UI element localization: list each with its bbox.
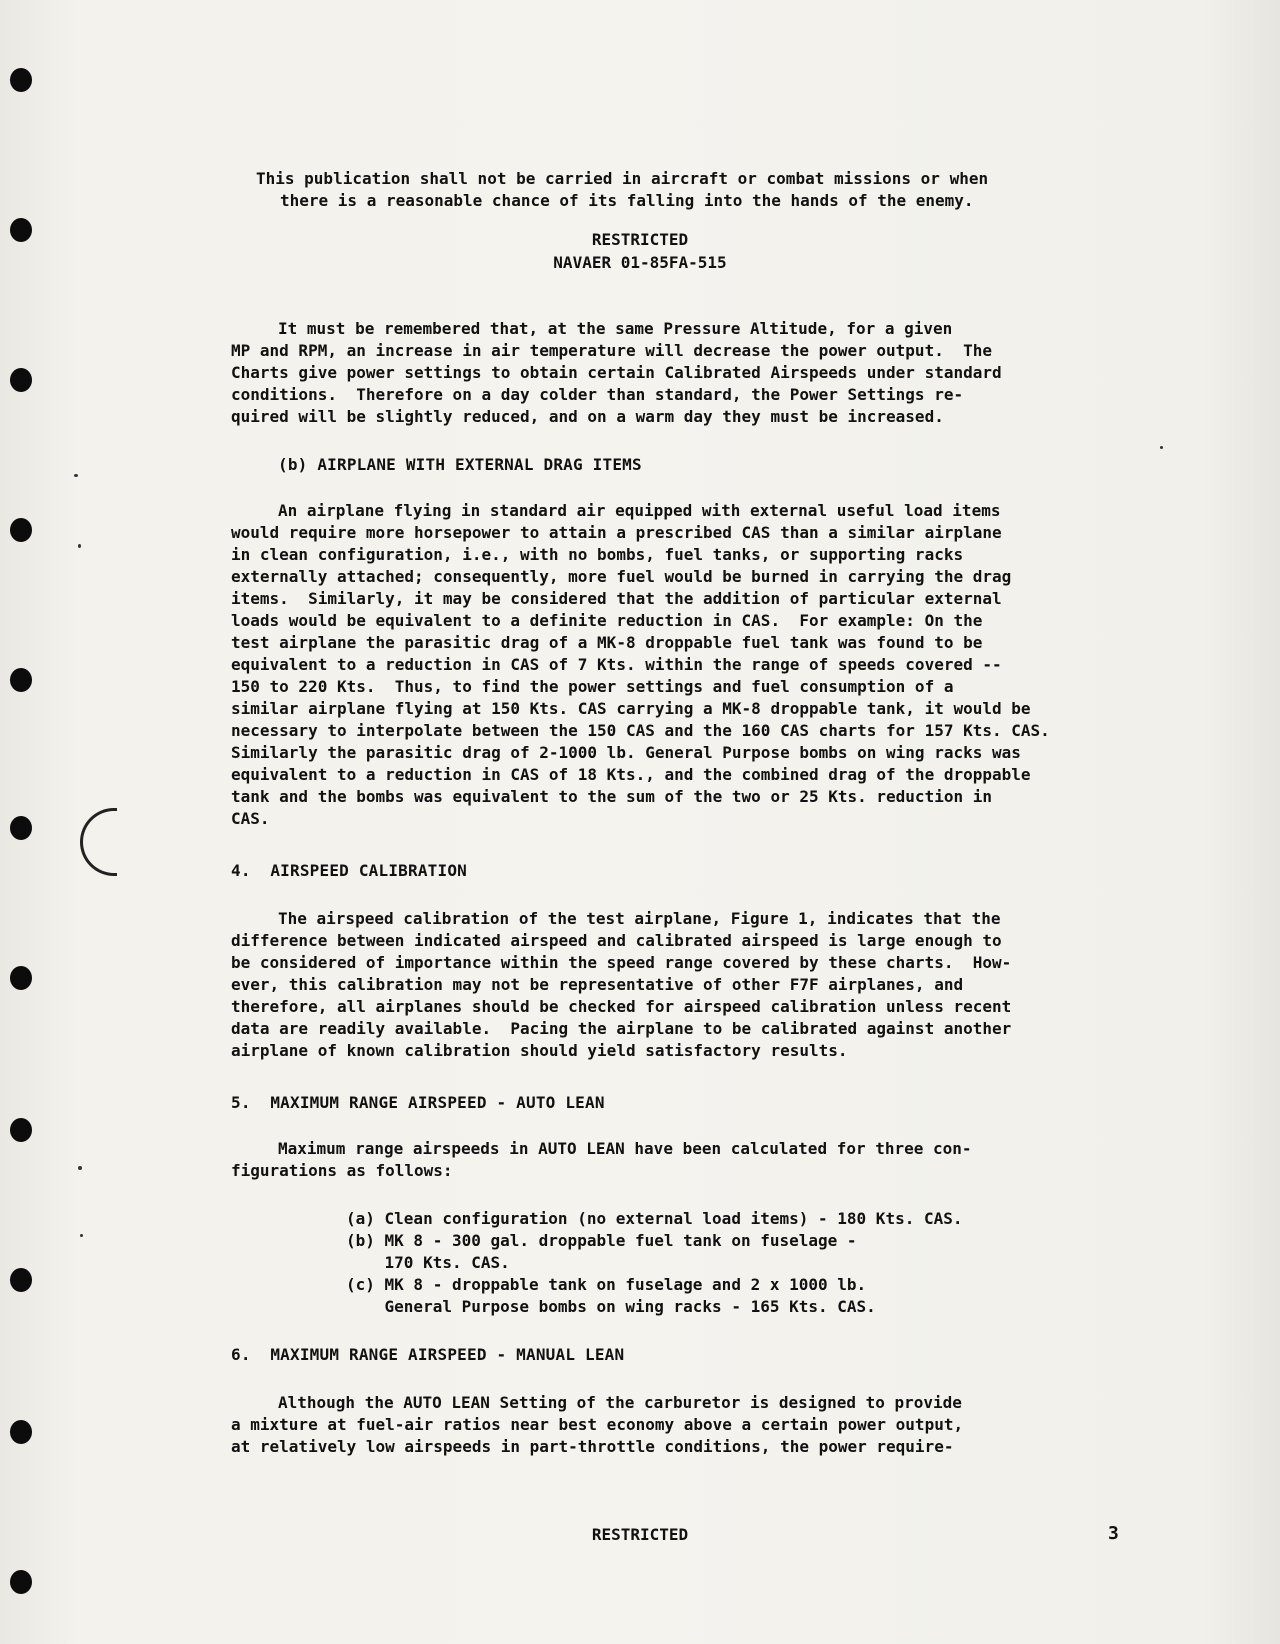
section-5-item: (a) Clean configuration (no external load items) - 180 Kts. CAS. bbox=[346, 1209, 963, 1228]
section-b-line: items. Similarly, it may be considered that the addition of particular external bbox=[231, 589, 1002, 608]
section-b-line: in clean configuration, i.e., with no bombs, fuel tanks, or supporting racks bbox=[231, 545, 964, 564]
section-6-line: Although the AUTO LEAN Setting of the carburetor is designed to provide bbox=[278, 1393, 962, 1412]
section-5-item: (b) MK 8 - 300 gal. droppable fuel tank on fuselage - bbox=[346, 1231, 857, 1250]
punch-hole bbox=[10, 368, 32, 392]
intro-line: Charts give power settings to obtain certain Calibrated Airspeeds under standard bbox=[231, 363, 1002, 382]
speck bbox=[1160, 446, 1163, 449]
punch-hole bbox=[10, 518, 32, 542]
section-b-line: equivalent to a reduction in CAS of 7 Kts. within the range of speeds covered -- bbox=[231, 655, 1002, 674]
section-b-line: similar airplane flying at 150 Kts. CAS carrying a MK-8 droppable tank, it would be bbox=[231, 699, 1031, 718]
intro-line: MP and RPM, an increase in air temperature will decrease the power output. The bbox=[231, 341, 992, 360]
punch-hole bbox=[10, 668, 32, 692]
speck bbox=[78, 1166, 82, 1170]
section-4-heading: 4. AIRSPEED CALIBRATION bbox=[231, 861, 467, 880]
section-b-line: equivalent to a reduction in CAS of 18 Kts., and the combined drag of the droppable bbox=[231, 765, 1031, 784]
paper-clip-mark bbox=[80, 808, 117, 876]
punch-hole bbox=[10, 966, 32, 990]
speck bbox=[74, 474, 78, 477]
section-5-item: General Purpose bombs on wing racks - 165 Kts. CAS. bbox=[346, 1297, 876, 1316]
section-4-line: data are readily available. Pacing the airplane to be calibrated against another bbox=[231, 1019, 1012, 1038]
section-b-line: would require more horsepower to attain a prescribed CAS than a similar airplane bbox=[231, 523, 1002, 542]
section-6-line: a mixture at fuel-air ratios near best economy above a certain power output, bbox=[231, 1415, 964, 1434]
section-b-line: 150 to 220 Kts. Thus, to find the power settings and fuel consumption of a bbox=[231, 677, 954, 696]
section-b-line: test airplane the parasitic drag of a MK-8 droppable fuel tank was found to be bbox=[231, 633, 983, 652]
header-doc-number: NAVAER 01-85FA-515 bbox=[553, 253, 727, 272]
section-5-item: 170 Kts. CAS. bbox=[346, 1253, 510, 1272]
intro-line: quired will be slightly reduced, and on a warm day they must be increased. bbox=[231, 407, 944, 426]
section-4-line: difference between indicated airspeed and calibrated airspeed is large enough to bbox=[231, 931, 1002, 950]
punch-hole bbox=[10, 816, 32, 840]
punch-hole bbox=[10, 1570, 32, 1594]
punch-hole bbox=[10, 1118, 32, 1142]
section-b-line: CAS. bbox=[231, 809, 270, 828]
intro-line: It must be remembered that, at the same Pressure Altitude, for a given bbox=[278, 319, 953, 338]
section-5-heading: 5. MAXIMUM RANGE AIRSPEED - AUTO LEAN bbox=[231, 1093, 605, 1112]
section-5-line: figurations as follows: bbox=[231, 1161, 453, 1180]
section-b-heading: (b) AIRPLANE WITH EXTERNAL DRAG ITEMS bbox=[278, 455, 642, 474]
notice-line-2: there is a reasonable chance of its falling into the hands of the enemy. bbox=[280, 191, 974, 210]
section-5-item: (c) MK 8 - droppable tank on fuselage and 2 x 1000 lb. bbox=[346, 1275, 867, 1294]
section-5-line: Maximum range airspeeds in AUTO LEAN have been calculated for three con- bbox=[278, 1139, 972, 1158]
section-b-line: Similarly the parasitic drag of 2-1000 lb. General Purpose bombs on wing racks was bbox=[231, 743, 1021, 762]
punch-hole bbox=[10, 1268, 32, 1292]
section-b-line: externally attached; consequently, more fuel would be burned in carrying the drag bbox=[231, 567, 1012, 586]
section-4-line: The airspeed calibration of the test airplane, Figure 1, indicates that the bbox=[278, 909, 1001, 928]
section-4-line: therefore, all airplanes should be checked for airspeed calibration unless recent bbox=[231, 997, 1012, 1016]
punch-hole bbox=[10, 1420, 32, 1444]
punch-hole bbox=[10, 68, 32, 92]
header-classification: RESTRICTED bbox=[591, 230, 689, 249]
section-6-heading: 6. MAXIMUM RANGE AIRSPEED - MANUAL LEAN bbox=[231, 1345, 625, 1364]
section-b-line: tank and the bombs was equivalent to the sum of the two or 25 Kts. reduction in bbox=[231, 787, 992, 806]
notice-line-1: This publication shall not be carried in aircraft or combat missions or when bbox=[256, 169, 989, 188]
footer-classification: RESTRICTED bbox=[591, 1525, 689, 1544]
speck bbox=[80, 1234, 83, 1237]
speck bbox=[78, 544, 81, 548]
section-b-line: loads would be equivalent to a definite reduction in CAS. For example: On the bbox=[231, 611, 983, 630]
section-4-line: airplane of known calibration should yield satisfactory results. bbox=[231, 1041, 848, 1060]
section-b-line: An airplane flying in standard air equipped with external useful load items bbox=[278, 501, 1001, 520]
section-6-line: at relatively low airspeeds in part-throttle conditions, the power require- bbox=[231, 1437, 954, 1456]
section-b-line: necessary to interpolate between the 150 CAS and the 160 CAS charts for 157 Kts. CAS. bbox=[231, 721, 1050, 740]
page-number: 3 bbox=[1108, 1523, 1119, 1544]
section-4-line: be considered of importance within the speed range covered by these charts. How- bbox=[231, 953, 1012, 972]
intro-line: conditions. Therefore on a day colder than standard, the Power Settings re- bbox=[231, 385, 964, 404]
section-4-line: ever, this calibration may not be representative of other F7F airplanes, and bbox=[231, 975, 964, 994]
